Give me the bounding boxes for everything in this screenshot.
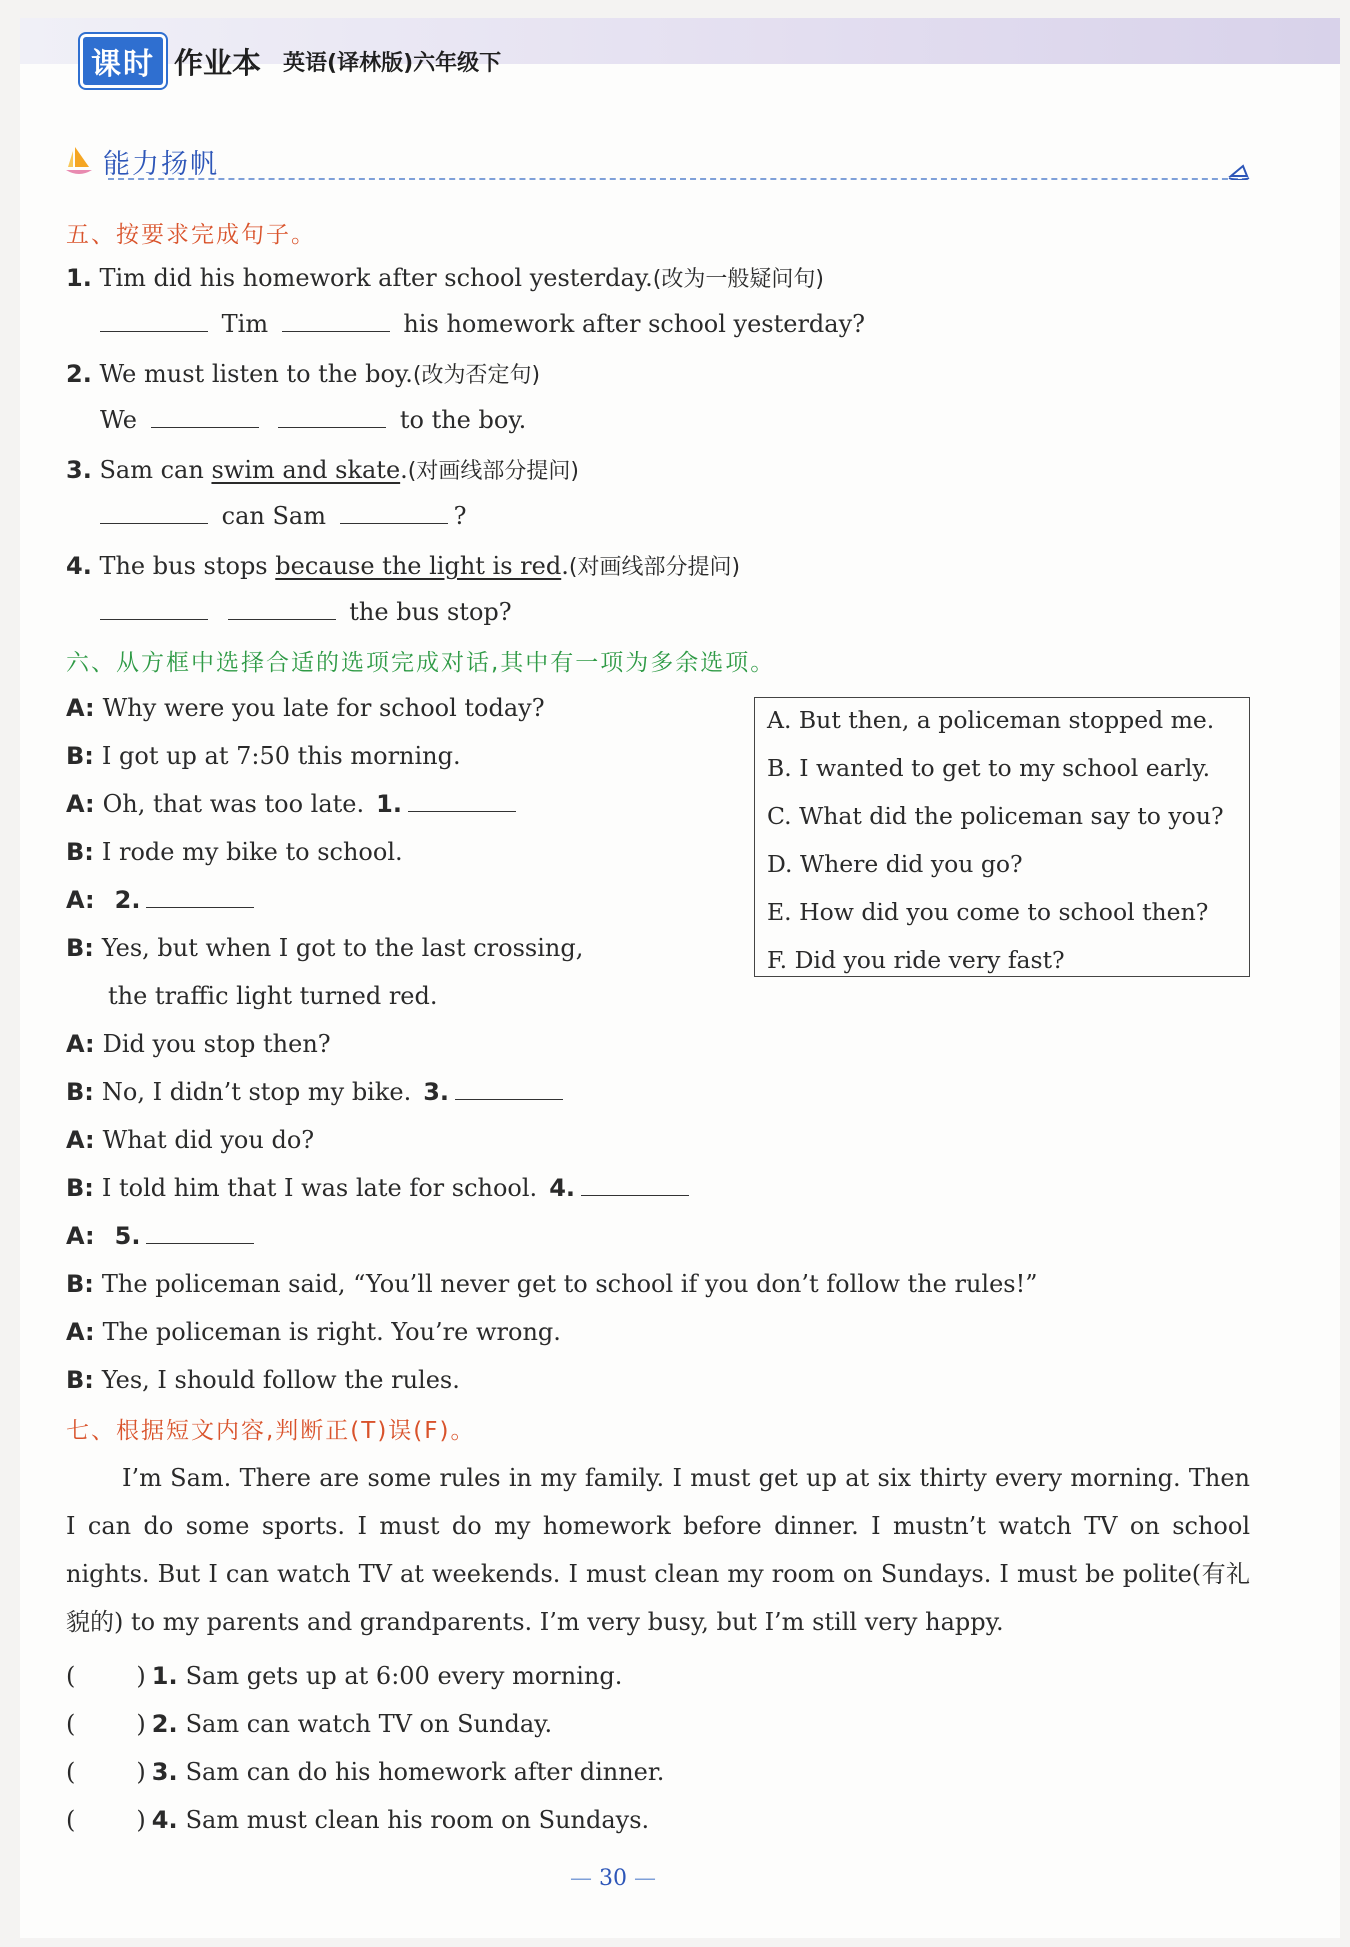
- answer-blank[interactable]: [455, 1098, 563, 1100]
- answer-parens[interactable]: ( ): [66, 1758, 146, 1786]
- dialog-text: I rode my bike to school.: [101, 838, 403, 866]
- part7-heading: 七、根据短文内容,判断正(T)误(F)。: [66, 1418, 476, 1444]
- answer-blank[interactable]: [581, 1194, 689, 1196]
- dialog-text: Did you stop then?: [102, 1030, 331, 1058]
- section-divider: [108, 178, 1248, 180]
- sail-icon: [65, 145, 93, 179]
- speaker-label: B:: [66, 1078, 94, 1106]
- dialog-line: [66, 1174, 695, 1202]
- dialog-line: [66, 1318, 561, 1346]
- speaker-label: B:: [66, 838, 94, 866]
- option-b: B. I wanted to get to my school early.: [767, 754, 1211, 782]
- dialog-text: Yes, but when I got to the last crossing,: [101, 934, 584, 962]
- speaker-label: B:: [66, 742, 94, 770]
- speaker-label: B:: [66, 934, 94, 962]
- dialog-text: What did you do?: [102, 1126, 315, 1154]
- item-text: Sam must clean his room on Sundays.: [185, 1806, 650, 1834]
- dialog-line: [66, 1270, 1038, 1298]
- answer-parens[interactable]: ( ): [66, 1710, 146, 1738]
- tf-item: [66, 1662, 622, 1690]
- speaker-label: B:: [66, 1366, 94, 1394]
- answer-blank[interactable]: [282, 330, 390, 332]
- part5-q2-answer: We to the boy.: [100, 406, 527, 434]
- part6-heading: 六、从方框中选择合适的选项完成对话,其中有一项为多余选项。: [66, 650, 776, 676]
- answer-parens[interactable]: ( ): [66, 1662, 146, 1690]
- part5-q1: 1. Tim did his homework after school yesterday.(改为一般疑问句): [66, 264, 824, 292]
- item-text: Sam can do his homework after dinner.: [185, 1758, 665, 1786]
- book-title: 英语(译林版)六年级下: [283, 50, 502, 76]
- answer-blank[interactable]: [340, 522, 448, 524]
- options-box: [754, 697, 1250, 977]
- logo-mark: 课时: [80, 34, 166, 88]
- page-number: — 30 —: [570, 1866, 656, 1891]
- dialog-text: Oh, that was too late.: [102, 790, 365, 818]
- dialog-line: [66, 838, 403, 866]
- speaker-label: B:: [66, 1270, 94, 1298]
- passage: I’m Sam. There are some rules in my family. I must get up at six thirty every morning. Then I can do some sports. I must do my homework before dinner. I mustn’t watch TV on school nights. But I can watch TV at weekends. I must clean my room on Sundays. I must be polite(有礼貌的) to my parents and grandparents. I’m very busy, but I’m still very happy.: [66, 1464, 1250, 1636]
- dialog-line: [66, 742, 461, 770]
- answer-blank[interactable]: [100, 522, 208, 524]
- speaker-label: A:: [66, 1318, 95, 1346]
- answer-blank[interactable]: [408, 810, 516, 812]
- dialog-line: [66, 1366, 460, 1394]
- dialog-text: I told him that I was late for school.: [101, 1174, 538, 1202]
- dialog-line: [66, 1222, 260, 1250]
- option-c: C. What did the policeman say to you?: [767, 802, 1224, 830]
- answer-blank[interactable]: [100, 330, 208, 332]
- page: [20, 18, 1340, 1938]
- answer-blank[interactable]: [278, 426, 386, 428]
- dialog-line: [66, 1126, 314, 1154]
- blank-number: 2.: [114, 886, 141, 914]
- tf-item: [66, 1806, 649, 1834]
- answer-blank[interactable]: [100, 618, 208, 620]
- part5-q4: 4. The bus stops because the light is red.(对画线部分提问): [66, 552, 741, 580]
- dialog-text: The policeman is right. You’re wrong.: [102, 1318, 561, 1346]
- part5-heading: 五、按要求完成句子。: [66, 222, 316, 248]
- part5-q4-answer: the bus stop?: [100, 598, 512, 626]
- speaker-label: A:: [66, 694, 95, 722]
- option-e: E. How did you come to school then?: [767, 898, 1209, 926]
- part5-q2: 2. We must listen to the boy.(改为否定句): [66, 360, 541, 388]
- logo-text: 作业本: [174, 45, 262, 80]
- blank-number: 4.: [549, 1174, 576, 1202]
- dialog-text: Why were you late for school today?: [102, 694, 545, 722]
- blank-number: 3.: [423, 1078, 450, 1106]
- tf-item: [66, 1758, 664, 1786]
- answer-blank[interactable]: [146, 1242, 254, 1244]
- dialog-line: [108, 982, 438, 1010]
- option-d: D. Where did you go?: [767, 850, 1023, 878]
- part5-q3-answer: can Sam ?: [100, 502, 467, 530]
- answer-parens[interactable]: ( ): [66, 1806, 146, 1834]
- item-number: 2.: [151, 1710, 178, 1738]
- item-text: Sam can watch TV on Sunday.: [185, 1710, 553, 1738]
- option-f: F. Did you ride very fast?: [767, 946, 1065, 974]
- answer-blank[interactable]: [151, 426, 259, 428]
- section-title: 能力扬帆: [103, 149, 219, 180]
- header-logo: [80, 36, 501, 86]
- ship-icon: [1228, 158, 1250, 180]
- answer-blank[interactable]: [146, 906, 254, 908]
- dialog-line: [66, 934, 583, 962]
- item-number: 3.: [151, 1758, 178, 1786]
- tf-item: [66, 1710, 552, 1738]
- speaker-label: A:: [66, 790, 95, 818]
- dialog-text: The policeman said, “You’ll never get to school if you don’t follow the rules!”: [101, 1270, 1038, 1298]
- section-header: [65, 142, 219, 181]
- dialog-text: Yes, I should follow the rules.: [101, 1366, 460, 1394]
- dialog-line: [66, 790, 522, 818]
- item-text: Sam gets up at 6:00 every morning.: [185, 1662, 623, 1690]
- speaker-label: B:: [66, 1174, 94, 1202]
- blank-number: 5.: [114, 1222, 141, 1250]
- dialog-line: [66, 886, 260, 914]
- speaker-label: A:: [66, 1030, 95, 1058]
- blank-number: 1.: [376, 790, 402, 818]
- speaker-label: A:: [66, 1222, 95, 1250]
- dialog-line: [66, 1030, 331, 1058]
- dialog-line: [66, 1078, 569, 1106]
- dialog-line: [66, 694, 545, 722]
- dialog-text: No, I didn’t stop my bike.: [101, 1078, 412, 1106]
- part5-q3: 3. Sam can swim and skate.(对画线部分提问): [66, 456, 579, 484]
- speaker-label: A:: [66, 1126, 95, 1154]
- dialog-text: I got up at 7:50 this morning.: [101, 742, 461, 770]
- dialog-text: the traffic light turned red.: [108, 982, 438, 1010]
- item-number: 1.: [151, 1662, 178, 1690]
- answer-blank[interactable]: [228, 618, 336, 620]
- item-number: 4.: [151, 1806, 178, 1834]
- option-a: A. But then, a policeman stopped me.: [767, 706, 1215, 734]
- speaker-label: A:: [66, 886, 95, 914]
- part5-q1-answer: Tim his homework after school yesterday?: [100, 310, 865, 338]
